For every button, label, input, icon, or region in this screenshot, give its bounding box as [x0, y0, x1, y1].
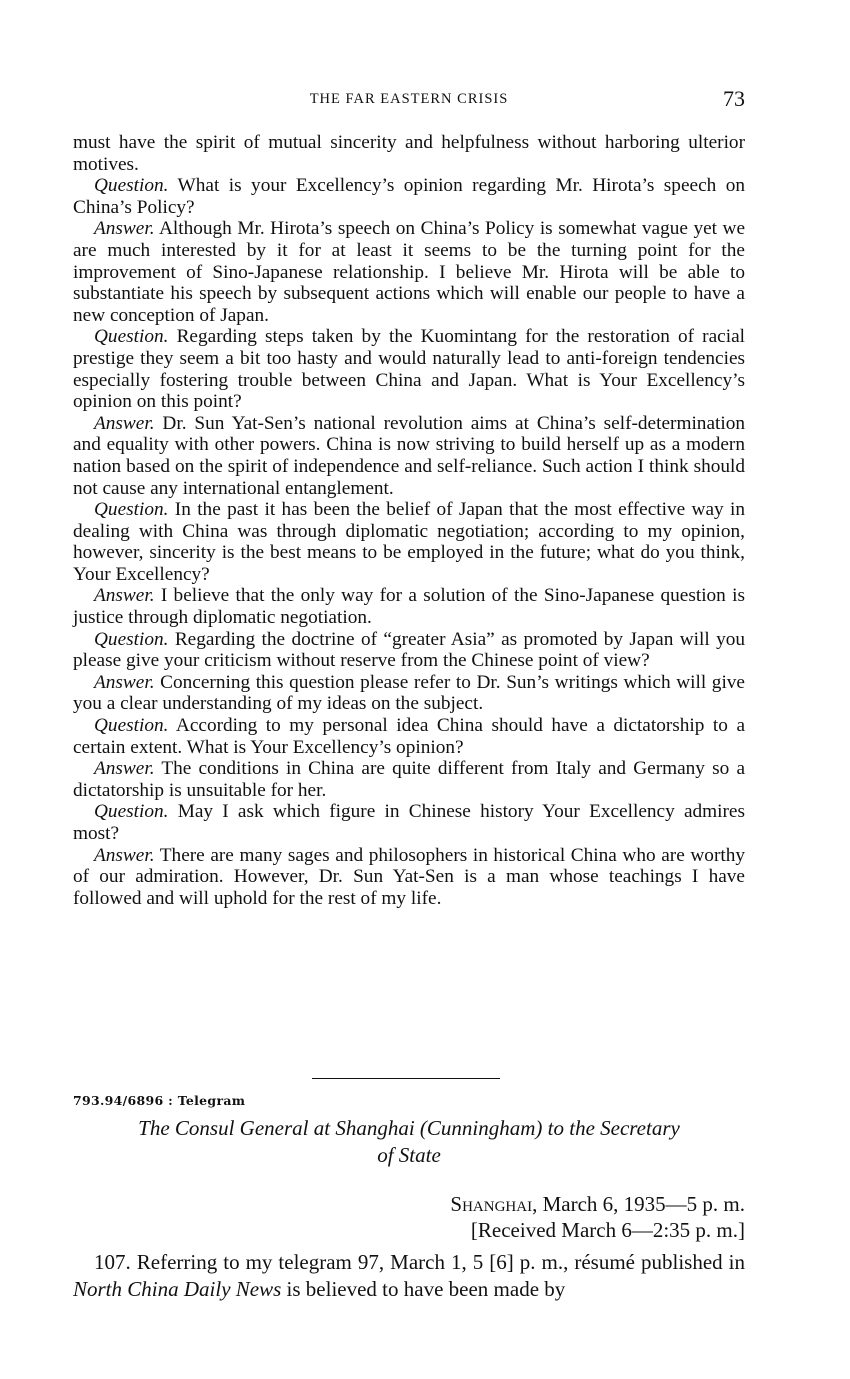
- document-title-line: of State: [377, 1143, 441, 1167]
- newspaper-name: North China Daily News: [73, 1277, 282, 1301]
- question-text: What is your Excellency’s opinion regarding Mr. Hirota’s speech on China’s Policy?: [73, 175, 745, 218]
- question-text: Regarding the doctrine of “greater Asia” as promoted by Japan will you please give your criticism without reserve from the Chinese point of view?: [73, 628, 745, 672]
- answer-text: There are many sages and philosophers in historical China who are worthy of our admiration. However, Dr. Sun Yat-Sen is a man whose teachings I have followed and will uphold for the rest of my life.: [73, 844, 745, 909]
- question-paragraph: [73, 326, 745, 412]
- question-lead: Question.: [94, 175, 169, 197]
- question-paragraph: [73, 499, 745, 585]
- received-line: [Received March 6—2:35 p. m.]: [470, 1218, 745, 1242]
- question-text: According to my personal idea China should have a dictatorship to a certain extent. What is Your Excellency’s opinion?: [73, 715, 745, 758]
- place-name: Shanghai,: [450, 1192, 538, 1216]
- answer-paragraph: [73, 845, 745, 910]
- document-title: [73, 1115, 745, 1169]
- telegram-text: 107. Referring to my telegram 97, March 1, 5 [6] p. m., résumé published in: [94, 1250, 745, 1274]
- question-paragraph: [73, 801, 745, 844]
- question-paragraph: [73, 715, 745, 758]
- dateline: [450, 1191, 745, 1243]
- section-divider: [312, 1078, 500, 1079]
- question-lead: Question.: [94, 326, 169, 348]
- sent-date: March 6, 1935—5 p. m.: [537, 1192, 745, 1216]
- telegram-text: is believed to have been made by: [281, 1277, 566, 1301]
- question-lead: Question.: [94, 628, 169, 650]
- sent-line: [450, 1191, 745, 1217]
- interview-text: [73, 132, 745, 909]
- answer-paragraph: [73, 758, 745, 801]
- answer-text: Although Mr. Hirota’s speech on China’s Policy is somewhat vague yet we are much interested by it for at least it seems to be the turning point for the improvement of Sino-Japanese relationship. I believe Mr. Hirota will be able to substantiate his speech by subsequent actions which will enable our people to have a new conception of Japan.: [73, 218, 745, 326]
- opening-paragraph: must have the spirit of mutual sincerity and helpfulness without harboring ulterior motives.: [73, 132, 745, 175]
- question-lead: Question.: [94, 801, 169, 823]
- answer-lead: Answer.: [94, 671, 155, 693]
- answer-text: Dr. Sun Yat-Sen’s national revolution aims at China’s self-determination and equality with other powers. China is now striving to build herself up as a modern nation based on the spirit of independence and self-reliance. Such action I think should not cause any international entanglement.: [73, 412, 745, 499]
- question-paragraph: [73, 175, 745, 218]
- answer-lead: Answer.: [94, 585, 155, 607]
- answer-paragraph: [73, 585, 745, 628]
- answer-lead: Answer.: [94, 218, 155, 240]
- page-number: 73: [723, 86, 745, 111]
- answer-lead: Answer.: [94, 758, 155, 780]
- question-text: In the past it has been the belief of Japan that the most effective way in dealing with China was through diplomatic negotiation; according to my opinion, however, sincerity is the best means to be employed in the future; what do you think, Your Excellency?: [73, 499, 745, 585]
- document-title-line: The Consul General at Shanghai (Cunningham) to the Secretary: [138, 1116, 680, 1140]
- answer-paragraph: [73, 413, 745, 499]
- question-lead: Question.: [94, 499, 169, 521]
- file-reference: 793.94/6896 : Telegram: [73, 1093, 246, 1108]
- telegram-body: [73, 1249, 745, 1303]
- question-lead: Question.: [94, 715, 169, 737]
- question-text: Regarding steps taken by the Kuomintang for the restoration of racial prestige they seem a bit too hasty and would naturally lead to anti-foreign tendencies especially fostering trouble between China and Japan. What is Your Excellency’s opinion on this point?: [73, 326, 745, 413]
- telegram-paragraph: [73, 1249, 745, 1303]
- answer-lead: Answer.: [94, 412, 155, 434]
- answer-paragraph: [73, 672, 745, 715]
- answer-text: The conditions in China are quite different from Italy and Germany so a dictatorship is unsuitable for her.: [73, 758, 745, 801]
- answer-lead: Answer.: [94, 844, 155, 866]
- question-paragraph: [73, 629, 745, 672]
- page-header: [73, 88, 745, 112]
- answer-paragraph: [73, 218, 745, 326]
- answer-text: Concerning this question please refer to Dr. Sun’s writings which will give you a clear understanding of my ideas on the subject.: [73, 671, 745, 715]
- question-text: May I ask which figure in Chinese history Your Excellency admires most?: [73, 801, 745, 844]
- answer-text: I believe that the only way for a solution of the Sino-Japanese question is justice through diplomatic negotiation.: [73, 585, 745, 629]
- running-title: THE FAR EASTERN CRISIS: [309, 91, 509, 107]
